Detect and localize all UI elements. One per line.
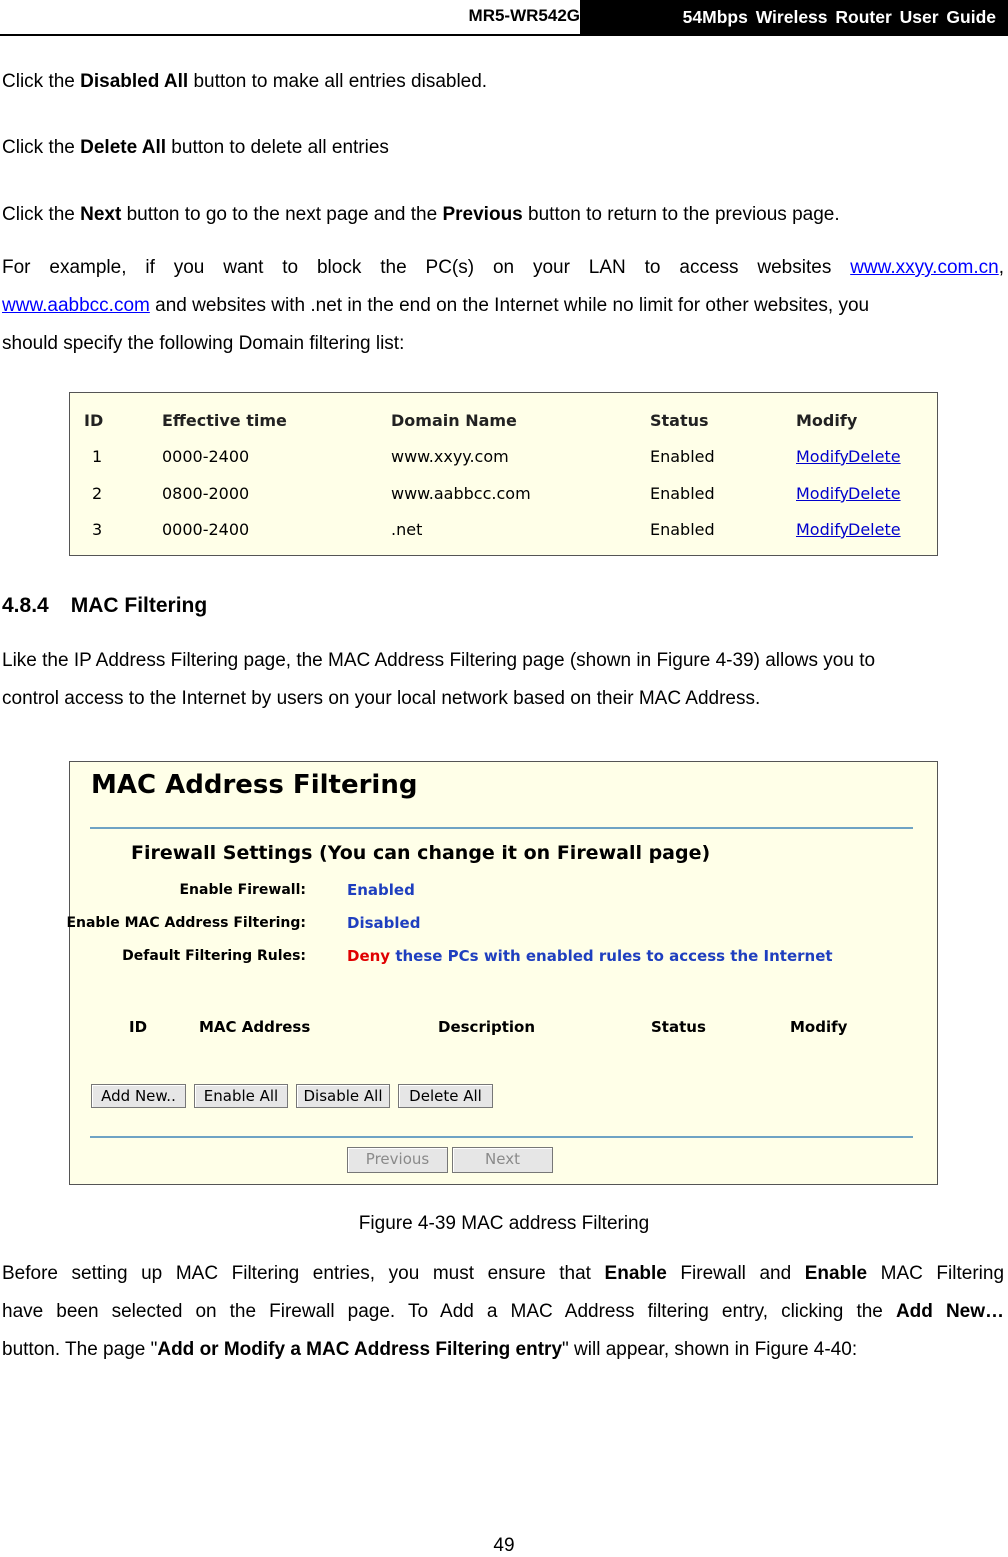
col-header-modify: Modify [790,1018,848,1036]
paragraph-intro: Like the IP Address Filtering page, the MAC Address Filtering page (shown in Figure 4-39) allows you to control access to the Internet by users on your local network based on their MAC Address. [2,650,876,709]
page-header [0,0,1008,36]
delete-link[interactable]: Delete [848,520,901,539]
paragraph-delete-all: Click the Delete All button to delete all entries [2,137,389,158]
enable-all-button[interactable]: Enable All [194,1084,288,1108]
col-header-id: ID [129,1018,148,1036]
modify-link[interactable]: Modify [796,520,850,539]
paragraph-disabled-all: Click the Disabled All button to make all entries disabled. [2,71,488,92]
add-new-button[interactable]: Add New.. [91,1084,186,1108]
delete-link[interactable]: Delete [848,484,901,503]
divider [90,827,913,829]
default-rules-value: Deny these PCs with enabled rules to access the Internet [347,947,833,965]
header-model: MR5-WR542G [468,6,580,25]
default-rules-label: Default Filtering Rules: [122,948,306,964]
col-header-modify: Modify [796,411,858,430]
enable-firewall-value: Enabled [347,881,415,899]
paragraph-after: Before setting up MAC Filtering entries, you must ensure that Enable Firewall and Enable MAC Filtering have been selected on the Firewall page. To Add a MAC Address filtering entry, clicking the Add New… button. The page "Add or Modify a MAC Address Filtering entry" will appear, shown in Figure 4-40: [2,1263,1005,1360]
col-header-effective-time: Effective time [162,411,287,430]
next-button[interactable]: Next [452,1147,553,1173]
previous-button[interactable]: Previous [347,1147,448,1173]
col-header-status: Status [650,411,709,430]
modify-link[interactable]: Modify [796,447,850,466]
page-number: 49 [493,1535,515,1556]
divider [90,1136,913,1138]
section-heading: 4.8.4 MAC Filtering [2,594,208,617]
link-aabbcc[interactable]: www.aabbcc.com [2,295,150,316]
enable-mac-filtering-label: Enable MAC Address Filtering: [66,915,306,931]
delete-all-button[interactable]: Delete All [398,1084,493,1108]
mac-filtering-panel [66,761,938,1185]
enable-firewall-label: Enable Firewall: [179,882,306,898]
panel-title: MAC Address Filtering [91,770,418,800]
col-header-mac-address: MAC Address [199,1018,311,1036]
figure-caption: Figure 4-39 MAC address Filtering [358,1213,650,1234]
domain-filter-table: ID Effective time Domain Name Status Modify 1 0000-2400 www.xxyy.com Enabled Modify Delete 2 0800-2000 www.aabbcc.com Enabled Modify Delete 3 0000-2400 .net Enabled Modify Delete [69,392,938,556]
delete-link[interactable]: Delete [848,447,901,466]
header-title: 54Mbps Wireless Router User Guide [580,0,1008,34]
col-header-status: Status [651,1018,706,1036]
modify-link[interactable]: Modify [796,484,850,503]
disable-all-button[interactable]: Disable All [296,1084,390,1108]
firewall-settings-heading: Firewall Settings (You can change it on Firewall page) [131,842,711,864]
paragraph-example: For example, if you want to block the PC(s) on your LAN to access websites www.xxyy.com.cn, www.aabbcc.com and websites with .net in the end on the Internet while no limit for other websites, you should specify the following Domain filtering list: [2,257,1004,354]
col-header-domain-name: Domain Name [391,411,517,430]
col-header-description: Description [438,1018,536,1036]
link-xxyy[interactable]: www.xxyy.com.cn [850,257,999,278]
header-rule [0,34,1008,36]
paragraph-next-previous: Click the Next button to go to the next page and the Previous button to return to the previous page. [2,204,840,225]
col-header-id: ID [84,411,104,430]
enable-mac-filtering-value: Disabled [347,914,421,932]
